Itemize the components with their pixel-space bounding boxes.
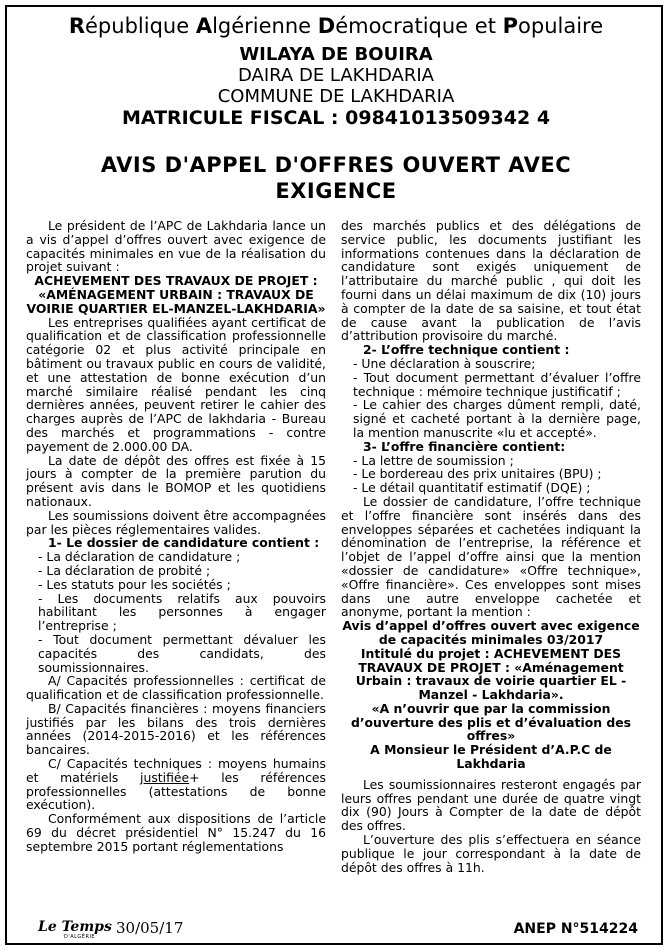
- page-title: AVIS D'APPEL D'OFFRES OUVERT AVEC EXIGENCE: [100, 153, 572, 203]
- daira-line: DAIRA DE LAKHDARIA: [237, 65, 434, 86]
- deadline-paragraph: La date de dépôt des offres est fixée à 15 jours à compter de la première parution du présent avis dans le BOMOP et les quotidiens nationaux.: [26, 452, 326, 509]
- technical-offer-heading: 2- L’offre technique contient :: [363, 342, 570, 358]
- financial-offer-heading: 3- L’offre financière contient:: [363, 438, 566, 454]
- project-title: ACHEVEMENT DES TRAVAUX DE PROJET : «AMÉNAGEMENT URBAIN : TRAVAUX DE VOIRIE QUARTIER EL-MANZEL-LAKHDARIA»: [26, 273, 326, 316]
- anep-number: ANEP N°514224: [513, 921, 638, 937]
- matricule-fiscal: MATRICULE FISCAL : 09841013509342 4: [121, 107, 551, 129]
- candidature-heading: 1- Le dossier de candidature contient :: [48, 535, 320, 551]
- list-item: - Le détail quantitatif estimatif (DQE) ;: [353, 480, 591, 496]
- continuation-paragraph: des marchés publics et des délégations de service public, les documents justifiant les informations contenues dans la déclaration de candidature sont exigés uniquement de l’attributaire du marché public , qui doit les fourni dans un délai maximum de dix (10) jours à compter de la date de sa saisine, et tout état de cause avant la publication de l’avis d’attribution provisoire du marché.: [341, 218, 641, 344]
- newspaper-logo-subtitle: D'ALGÉRIE: [64, 934, 96, 940]
- list-item: - Une déclaration à souscrire;: [353, 355, 536, 371]
- envelope-mention-project: Intitulé du projet : ACHEVEMENT DES TRAVAUX DE PROJET : «Aménagement Urbain : travaux de voirie quartier EL - Manzel - Lakhdaria».: [355, 645, 627, 703]
- list-item: - Tout document permettant d’évaluer l’offre technique : mémoire technique justificatif ;: [353, 369, 641, 399]
- list-item: - Le bordereau des prix unitaires (BPU) ;: [353, 466, 602, 482]
- intro-paragraph: Le président de l’APC de Lakhdaria lance un a vis d’appel d’offres ouvert avec exigence de capacités minimales en vue de la réalisation du projet suivant :: [26, 218, 326, 275]
- republic-heading: République Algérienne Démocratique et Populaire: [68, 14, 604, 38]
- envelopes-paragraph: Le dossier de candidature, l’offre technique et l’offre financière sont insérés dans des enveloppes séparées et cachetées indiquant la dénomination de l’entreprise, la référence et l’objet de l’appel d’offre ainsi que la mention «dossier de candidature» «Offre technique», «Offre financière». Ces enveloppes sont mises dans une autre enveloppe cachetée et anonyme, portant la mention :: [341, 493, 641, 620]
- publication-date: 30/05/17: [116, 919, 184, 937]
- list-item: - Le cahier des charges dûment rempli, daté, signé et cacheté portant à la dernière page, la mention manuscrite «lu et accepté».: [353, 397, 641, 440]
- envelope-mention-addressee: A Monsieur le Président d’A.P.C de Lakhdaria: [370, 742, 612, 772]
- wilaya-line: WILAYA DE BOUIRA: [239, 44, 433, 65]
- capacity-c: C/ Capacités techniques : moyens humains et matériels justifiée+ les références professionnelles (attestations de bonne exécution).: [26, 756, 327, 813]
- capacity-b: B/ Capacités financières : moyens financiers justifiés par les bilans des trois dernières années (2014-2015-2016) et les références bancaires.: [26, 700, 326, 758]
- envelope-mention-warning: «A n’ouvrir que par la commission d’ouverture des plis et d’évaluation des offres»: [350, 700, 632, 744]
- right-column: [341, 219, 641, 874]
- newspaper-logo: Le Temps: [38, 919, 112, 935]
- opening-paragraph: L’ouverture des plis s’effectuera en séance publique le jour correspondant à la date de dépôt des offres à 11h.: [341, 832, 641, 875]
- documents-paragraph: Les soumissions doivent être accompagnées par les pièces réglementaires valides.: [26, 507, 326, 537]
- list-item: - La déclaration de candidature ;: [38, 549, 241, 565]
- document-header: [0, 14, 672, 130]
- left-column: [26, 219, 326, 854]
- envelope-mention-title: Avis d’appel d’offres ouvert avec exigence de capacités minimales 03/2017: [342, 618, 640, 647]
- commune-line: COMMUNE DE LAKHDARIA: [217, 86, 455, 107]
- list-item: - Les documents relatifs aux pouvoirs habilitant les personnes à engager l’entreprise ;: [38, 590, 326, 634]
- list-item: - Tout document permettant dévaluer les capacités des candidats, des soumissionnaires.: [38, 631, 326, 675]
- validity-paragraph: Les soumissionnaires resteront engagés par leurs offres pendant une durée de quatre vingt dix (90) Jours à Compter de la date de dépôt des offres.: [341, 776, 641, 834]
- eligibility-paragraph: Les entreprises qualifiées ayant certificat de qualification et de classification professionnelle catégorie 02 et plus activité principale en bâtiment ou travaux public en cours de validité, et une attestation de bonne exécution d’un marché similaire réalisé pendant les cinq dernières années, peuvent retirer le cahier des charges auprès de l’APC de lakhdaria - Bureau des marchés et programmations - contre payement de 2.000.00 DA.: [26, 314, 326, 454]
- article-paragraph: Conformément aux dispositions de l’article 69 du décret présidentiel N° 15.247 du 16 septembre 2015 portant réglementations: [26, 811, 326, 854]
- capacity-a: A/ Capacités professionnelles : certificat de qualification et de classification professionnelle.: [26, 673, 326, 703]
- list-item: - Les statuts pour les sociétés ;: [38, 576, 231, 592]
- list-item: - La déclaration de probité ;: [38, 562, 211, 578]
- list-item: - La lettre de soumission ;: [353, 452, 514, 468]
